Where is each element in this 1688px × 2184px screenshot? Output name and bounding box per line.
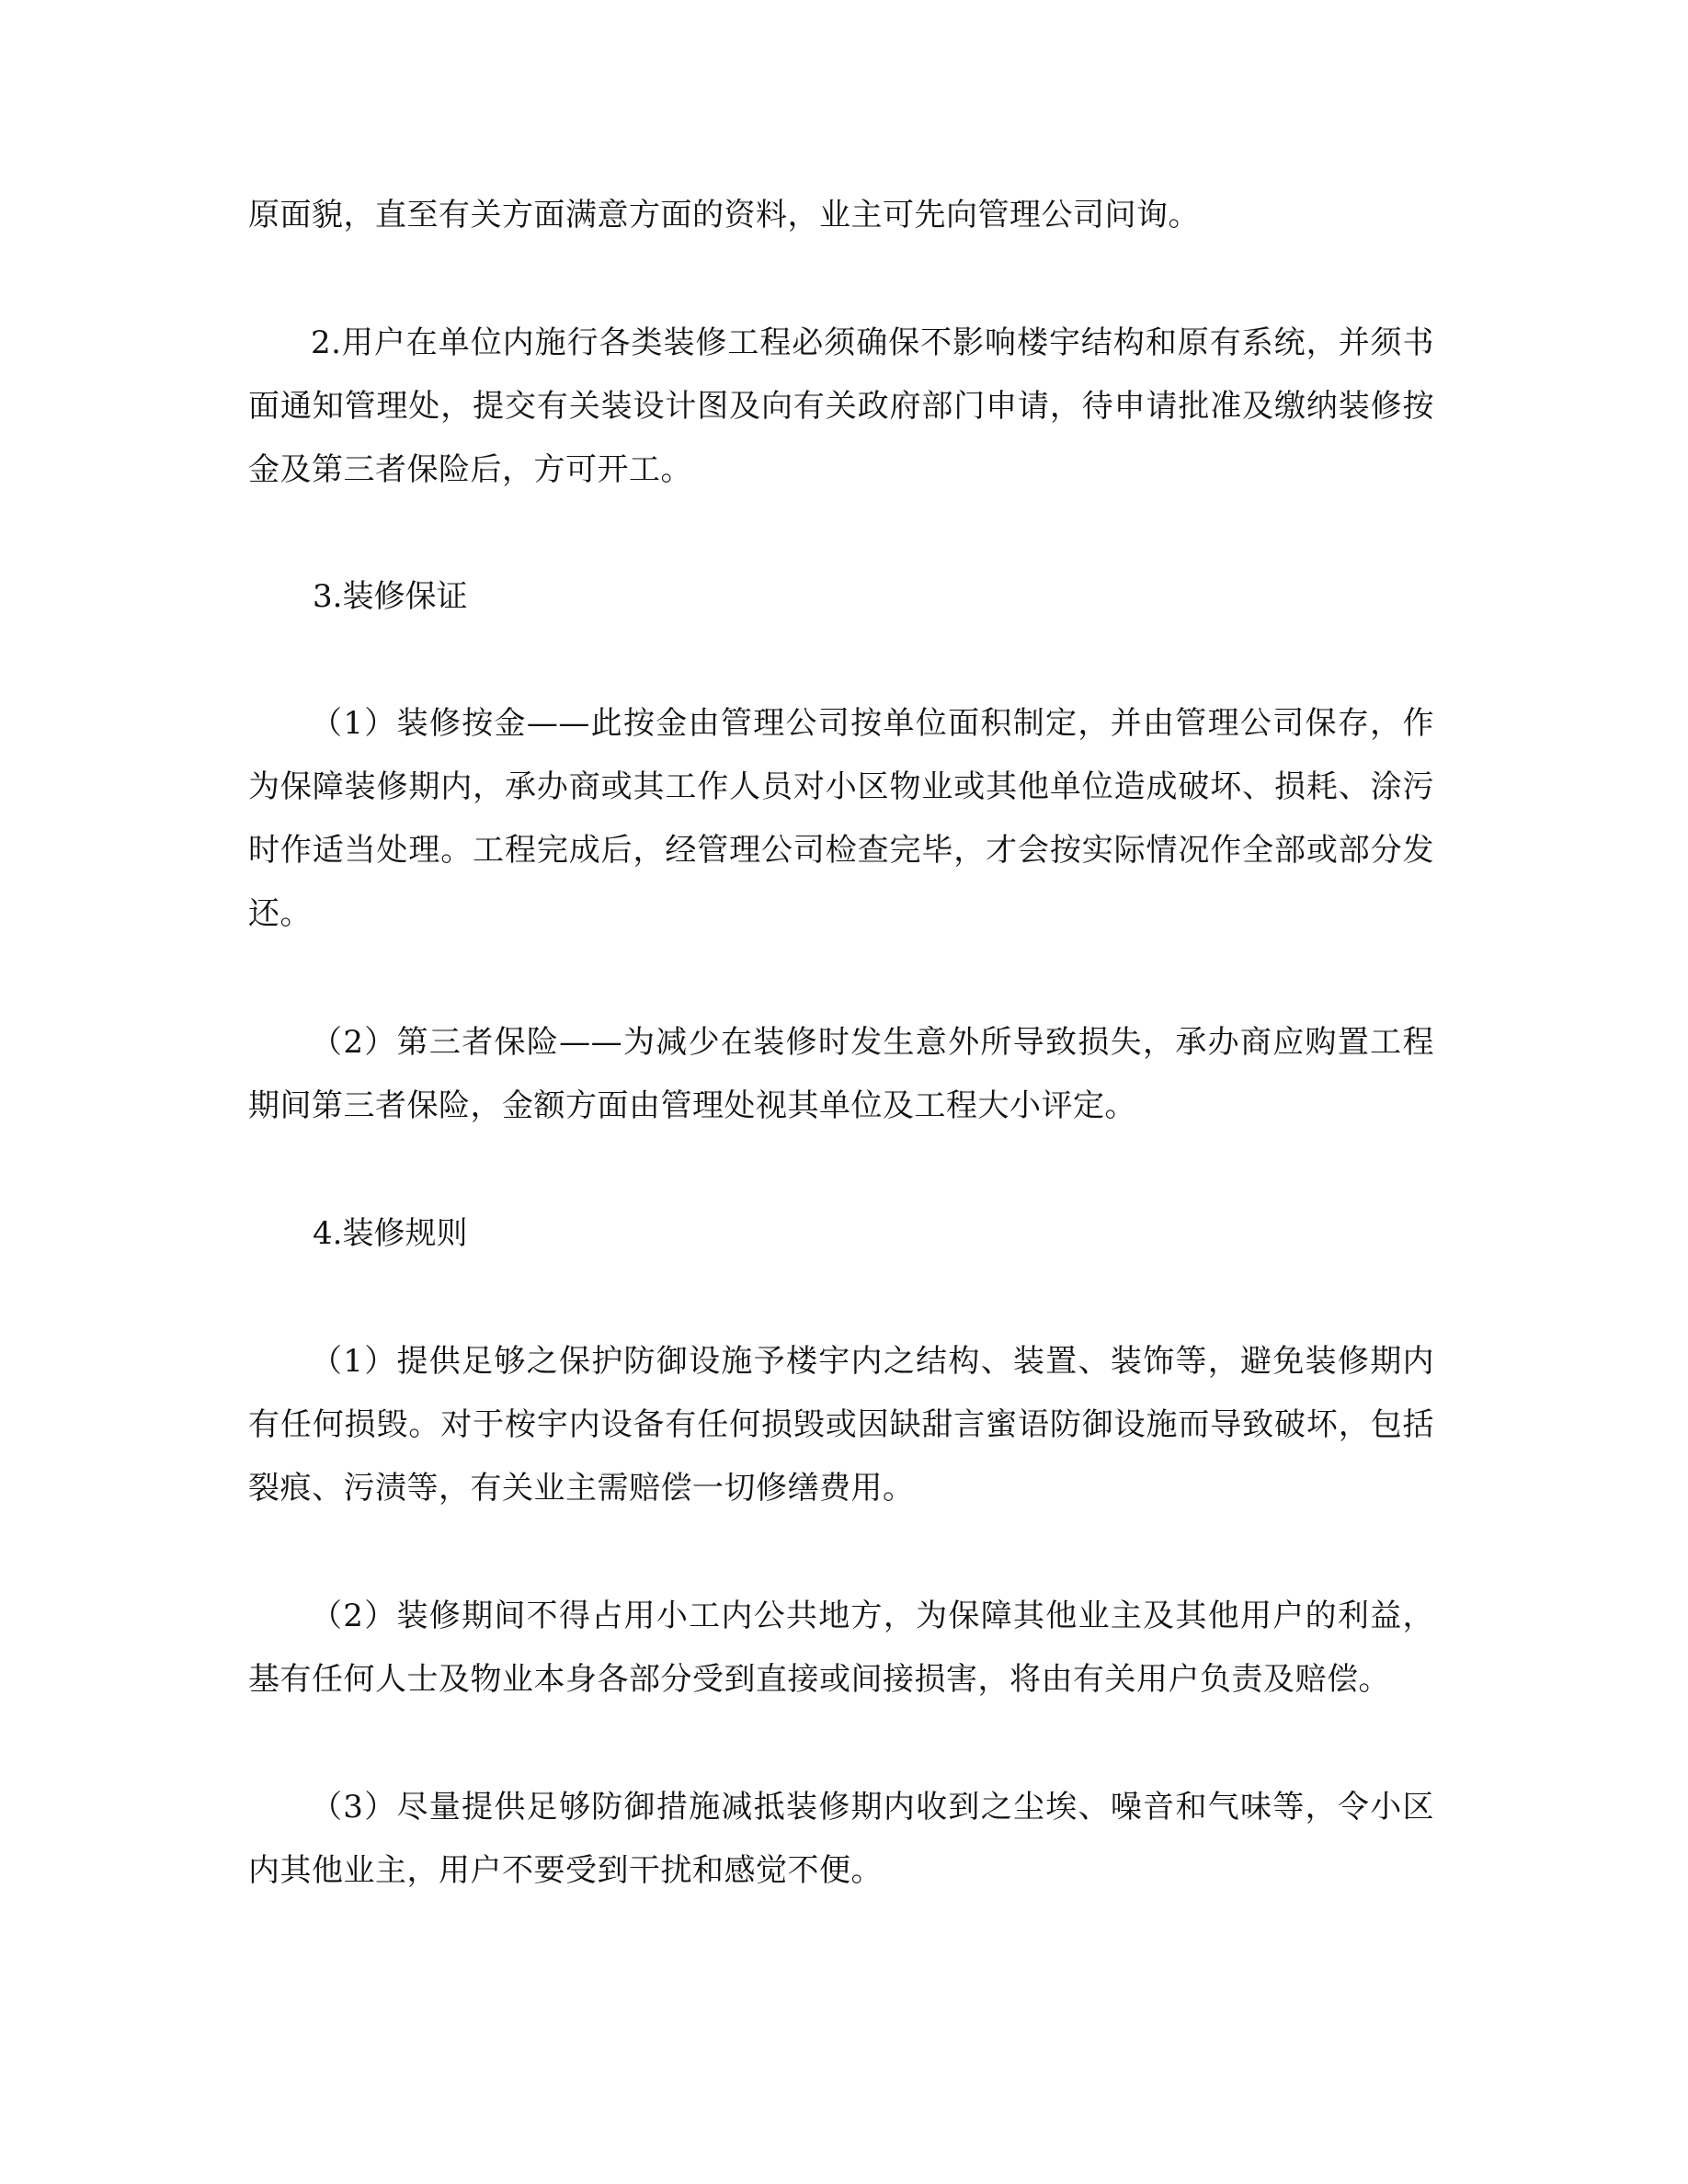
paragraph-item-3-1: （1）装修按金——此按金由管理公司按单位面积制定，并由管理公司保存，作为保障装修期内，承办商或其工作人员对小区物业或其他单位造成破坏、损耗、涂污时作适当处理。工程完成后，经管理公司检查完毕，才会按实际情况作全部或部分发还。 (248, 705, 1434, 932)
paragraph-continuation: 原面貌，直至有关方面满意方面的资料，业主可先向管理公司问询。 (248, 197, 1200, 233)
section-heading-4: 4.装修规则 (313, 1215, 468, 1252)
paragraph-item-4-3: （3）尽量提供足够防御措施减抵装修期内收到之尘埃、噪音和气味等，令小区内其他业主，用户不要受到干扰和感觉不便。 (248, 1789, 1434, 1889)
paragraph-item-3-2: （2）第三者保险——为减少在装修时发生意外所导致损失，承办商应购置工程期间第三者保险，金额方面由管理处视其单位及工程大小评定。 (248, 1024, 1434, 1124)
paragraph-item-2: 2.用户在单位内施行各类装修工程必须确保不影响楼宇结构和原有系统，并须书面通知管理处，提交有关装设计图及向有关政府部门申请，待申请批准及缴纳装修按金及第三者保险后，方可开工。 (248, 324, 1434, 488)
section-heading-3: 3.装修保证 (313, 578, 468, 615)
paragraph-item-4-1: （1）提供足够之保护防御设施予楼宇内之结构、装置、装饰等，避免装修期内有任何损毁。对于桉宇内设备有任何损毁或因缺甜言蜜语防御设施而导致破坏，包括裂痕、污渍等，有关业主需赔偿一切修缮费用。 (248, 1343, 1434, 1507)
paragraph-item-4-2: （2）装修期间不得占用小工内公共地方，为保障其他业主及其他用户的利益，基有任何人士及物业本身各部分受到直接或间接损害，将由有关用户负责及赔偿。 (248, 1598, 1434, 1698)
